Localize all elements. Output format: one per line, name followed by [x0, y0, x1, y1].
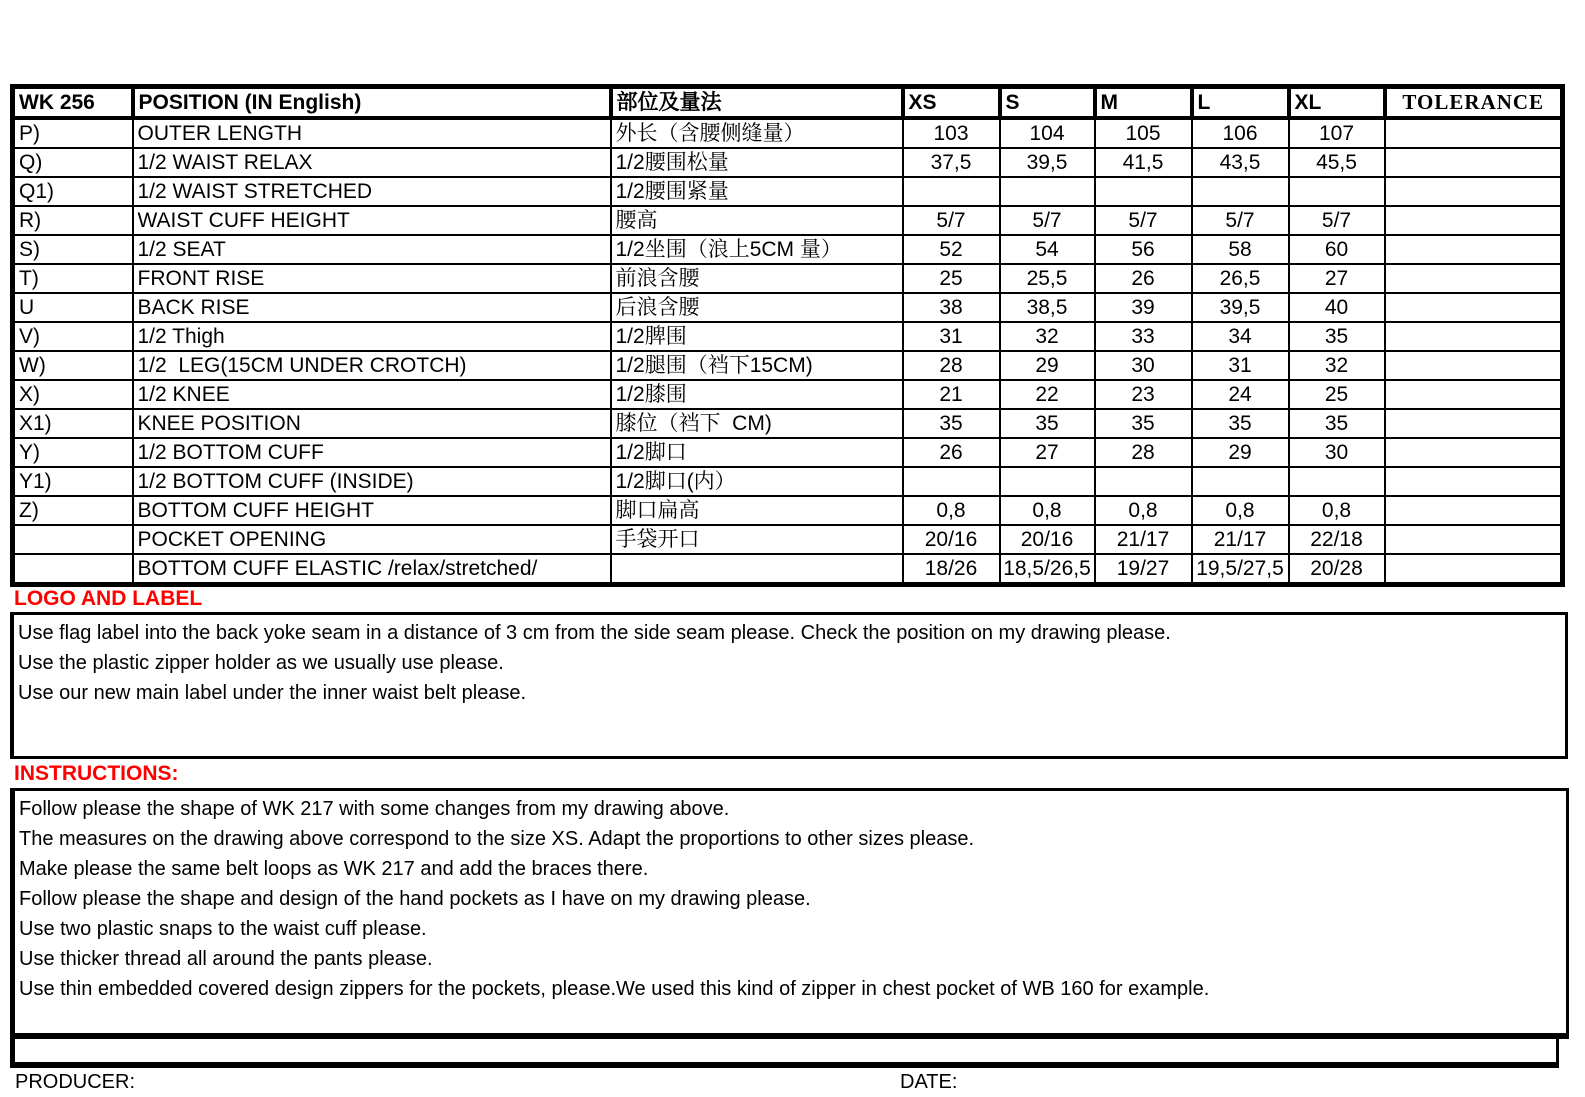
position-cn-cell: 1/2脾围	[611, 322, 903, 351]
note-line: Use flag label into the back yoke seam in a distance of 3 cm from the side seam please. Check the position on my drawing please.	[18, 622, 1171, 644]
size-value-cell: 38	[903, 293, 1000, 322]
header-style-code: WK 256	[13, 87, 133, 119]
size-value-cell: 0,8	[1095, 496, 1192, 525]
row-code-cell: X)	[13, 380, 133, 409]
tolerance-cell	[1385, 177, 1563, 206]
size-value-cell: 30	[1289, 438, 1385, 467]
size-value-cell: 31	[1192, 351, 1289, 380]
size-value-cell	[1000, 177, 1095, 206]
tolerance-cell	[1385, 148, 1563, 177]
size-value-cell: 29	[1000, 351, 1095, 380]
date-label: DATE:	[900, 1071, 958, 1093]
position-en-cell: 1/2 WAIST RELAX	[133, 148, 611, 177]
position-cn-cell: 膝位（裆下 CM)	[611, 409, 903, 438]
size-value-cell: 37,5	[903, 148, 1000, 177]
size-value-cell	[1000, 467, 1095, 496]
size-value-cell: 30	[1095, 351, 1192, 380]
note-line: Use thicker thread all around the pants please.	[19, 948, 433, 970]
row-code-cell	[13, 525, 133, 554]
size-value-cell: 20/16	[903, 525, 1000, 554]
size-value-cell: 54	[1000, 235, 1095, 264]
size-value-cell	[1289, 467, 1385, 496]
size-value-cell	[1095, 467, 1192, 496]
row-code-cell: Y)	[13, 438, 133, 467]
position-cn-cell: 1/2坐围（浪上5CM 量）	[611, 235, 903, 264]
position-en-cell: 1/2 KNEE	[133, 380, 611, 409]
size-value-cell: 0,8	[903, 496, 1000, 525]
position-en-cell: 1/2 BOTTOM CUFF (INSIDE)	[133, 467, 611, 496]
note-line: Use two plastic snaps to the waist cuff please.	[19, 918, 427, 940]
size-value-cell: 26	[903, 438, 1000, 467]
position-en-cell: KNEE POSITION	[133, 409, 611, 438]
position-cn-cell: 1/2腰围紧量	[611, 177, 903, 206]
size-value-cell: 41,5	[1095, 148, 1192, 177]
row-code-cell	[13, 554, 133, 585]
position-en-cell: WAIST CUFF HEIGHT	[133, 206, 611, 235]
size-value-cell: 43,5	[1192, 148, 1289, 177]
size-value-cell	[1192, 177, 1289, 206]
logo-label-box	[10, 612, 1568, 759]
note-line: Follow please the shape and design of the hand pockets as I have on my drawing please.	[19, 888, 811, 910]
position-en-cell: 1/2 SEAT	[133, 235, 611, 264]
size-value-cell: 18,5/26,5	[1000, 554, 1095, 585]
row-code-cell: T)	[13, 264, 133, 293]
row-code-cell: Y1)	[13, 467, 133, 496]
size-value-cell: 19,5/27,5	[1192, 554, 1289, 585]
size-value-cell: 58	[1192, 235, 1289, 264]
header-size-l: L	[1192, 87, 1289, 119]
table-row	[13, 554, 1563, 585]
note-line: Make please the same belt loops as WK 217 and add the braces there.	[19, 858, 649, 880]
table-row	[13, 438, 1563, 467]
row-code-cell: R)	[13, 206, 133, 235]
size-value-cell: 39,5	[1000, 148, 1095, 177]
table-header-row	[13, 87, 1563, 119]
size-value-cell: 35	[903, 409, 1000, 438]
size-value-cell: 5/7	[903, 206, 1000, 235]
size-value-cell: 45,5	[1289, 148, 1385, 177]
size-value-cell: 5/7	[1000, 206, 1095, 235]
header-size-m: M	[1095, 87, 1192, 119]
size-value-cell: 107	[1289, 118, 1385, 148]
table-row	[13, 351, 1563, 380]
position-en-cell: 1/2 LEG(15CM UNDER CROTCH)	[133, 351, 611, 380]
row-code-cell: V)	[13, 322, 133, 351]
note-line: Use thin embedded covered design zippers for the pockets, please.We used this kind of zipper in chest pocket of WB 160 for example.	[19, 978, 1210, 1000]
position-cn-cell: 1/2腰围松量	[611, 148, 903, 177]
size-value-cell: 26,5	[1192, 264, 1289, 293]
size-value-cell: 0,8	[1289, 496, 1385, 525]
size-value-cell: 39	[1095, 293, 1192, 322]
position-cn-cell: 1/2脚口	[611, 438, 903, 467]
size-value-cell: 35	[1289, 322, 1385, 351]
note-line: Use the plastic zipper holder as we usually use please.	[18, 652, 504, 674]
size-value-cell	[1192, 467, 1289, 496]
tolerance-cell	[1385, 525, 1563, 554]
position-cn-cell: 1/2脚口(内）	[611, 467, 903, 496]
position-cn-cell: 腰高	[611, 206, 903, 235]
size-value-cell: 21/17	[1095, 525, 1192, 554]
table-row	[13, 322, 1563, 351]
size-value-cell	[1289, 177, 1385, 206]
position-cn-cell: 前浪含腰	[611, 264, 903, 293]
size-value-cell	[903, 177, 1000, 206]
tolerance-cell	[1385, 322, 1563, 351]
size-value-cell: 39,5	[1192, 293, 1289, 322]
row-code-cell: S)	[13, 235, 133, 264]
size-value-cell: 60	[1289, 235, 1385, 264]
header-size-xl: XL	[1289, 87, 1385, 119]
size-value-cell: 19/27	[1095, 554, 1192, 585]
size-value-cell: 23	[1095, 380, 1192, 409]
tolerance-cell	[1385, 438, 1563, 467]
instructions-box	[10, 788, 1569, 1039]
size-value-cell: 35	[1289, 409, 1385, 438]
size-value-cell: 25,5	[1000, 264, 1095, 293]
table-row	[13, 409, 1563, 438]
size-value-cell: 27	[1000, 438, 1095, 467]
size-value-cell: 25	[903, 264, 1000, 293]
size-value-cell: 105	[1095, 118, 1192, 148]
size-value-cell: 18/26	[903, 554, 1000, 585]
tolerance-cell	[1385, 351, 1563, 380]
row-code-cell: X1)	[13, 409, 133, 438]
note-line: The measures on the drawing above correspond to the size XS. Adapt the proportions to other sizes please.	[19, 828, 975, 850]
position-cn-cell: 1/2膝围	[611, 380, 903, 409]
size-value-cell: 0,8	[1192, 496, 1289, 525]
tolerance-cell	[1385, 467, 1563, 496]
size-value-cell: 52	[903, 235, 1000, 264]
header-position-cn: 部位及量法	[611, 87, 903, 119]
table-row	[13, 177, 1563, 206]
table-row	[13, 293, 1563, 322]
header-size-xs: XS	[903, 87, 1000, 119]
size-value-cell: 28	[1095, 438, 1192, 467]
table-row	[13, 496, 1563, 525]
table-row	[13, 235, 1563, 264]
row-code-cell: Z)	[13, 496, 133, 525]
table-row	[13, 148, 1563, 177]
position-en-cell: BOTTOM CUFF ELASTIC /relax/stretched/	[133, 554, 611, 585]
position-en-cell: FRONT RISE	[133, 264, 611, 293]
size-value-cell: 32	[1000, 322, 1095, 351]
size-value-cell: 103	[903, 118, 1000, 148]
position-cn-cell	[611, 554, 903, 585]
empty-strip	[10, 1036, 1559, 1068]
position-cn-cell: 1/2腿围（裆下15CM)	[611, 351, 903, 380]
position-en-cell: 1/2 Thigh	[133, 322, 611, 351]
spec-table	[10, 84, 1565, 587]
position-en-cell: BOTTOM CUFF HEIGHT	[133, 496, 611, 525]
tolerance-cell	[1385, 496, 1563, 525]
row-code-cell: W)	[13, 351, 133, 380]
position-en-cell: OUTER LENGTH	[133, 118, 611, 148]
row-code-cell: Q)	[13, 148, 133, 177]
position-cn-cell: 脚口扁高	[611, 496, 903, 525]
note-line: Use our new main label under the inner waist belt please.	[18, 682, 527, 704]
table-row	[13, 380, 1563, 409]
table-row	[13, 264, 1563, 293]
size-value-cell: 29	[1192, 438, 1289, 467]
size-value-cell: 106	[1192, 118, 1289, 148]
size-value-cell: 35	[1192, 409, 1289, 438]
table-row	[13, 467, 1563, 496]
size-value-cell: 32	[1289, 351, 1385, 380]
size-value-cell: 31	[903, 322, 1000, 351]
size-value-cell: 22/18	[1289, 525, 1385, 554]
table-row	[13, 118, 1563, 148]
position-cn-cell: 手袋开口	[611, 525, 903, 554]
size-value-cell: 0,8	[1000, 496, 1095, 525]
size-value-cell: 25	[1289, 380, 1385, 409]
tolerance-cell	[1385, 380, 1563, 409]
position-en-cell: BACK RISE	[133, 293, 611, 322]
row-code-cell: Q1)	[13, 177, 133, 206]
position-cn-cell: 后浪含腰	[611, 293, 903, 322]
table-row	[13, 206, 1563, 235]
size-value-cell	[903, 467, 1000, 496]
position-en-cell: 1/2 BOTTOM CUFF	[133, 438, 611, 467]
size-value-cell: 5/7	[1192, 206, 1289, 235]
size-value-cell: 104	[1000, 118, 1095, 148]
size-value-cell: 20/16	[1000, 525, 1095, 554]
logo-label-heading: LOGO AND LABEL	[14, 587, 203, 610]
producer-label: PRODUCER:	[15, 1071, 136, 1093]
header-position-en: POSITION (IN English)	[133, 87, 611, 119]
table-row	[13, 525, 1563, 554]
size-value-cell	[1095, 177, 1192, 206]
size-value-cell: 34	[1192, 322, 1289, 351]
tolerance-cell	[1385, 206, 1563, 235]
size-value-cell: 5/7	[1289, 206, 1385, 235]
tolerance-cell	[1385, 409, 1563, 438]
size-value-cell: 26	[1095, 264, 1192, 293]
note-line: Follow please the shape of WK 217 with some changes from my drawing above.	[19, 798, 730, 820]
position-en-cell: POCKET OPENING	[133, 525, 611, 554]
size-value-cell: 28	[903, 351, 1000, 380]
header-size-s: S	[1000, 87, 1095, 119]
tolerance-cell	[1385, 554, 1563, 585]
size-value-cell: 24	[1192, 380, 1289, 409]
tolerance-cell	[1385, 118, 1563, 148]
size-value-cell: 38,5	[1000, 293, 1095, 322]
size-value-cell: 22	[1000, 380, 1095, 409]
size-value-cell: 21	[903, 380, 1000, 409]
size-value-cell: 20/28	[1289, 554, 1385, 585]
size-value-cell: 40	[1289, 293, 1385, 322]
size-value-cell: 35	[1000, 409, 1095, 438]
size-value-cell: 27	[1289, 264, 1385, 293]
tolerance-cell	[1385, 264, 1563, 293]
header-tolerance: TOLERANCE	[1385, 87, 1563, 119]
size-value-cell: 33	[1095, 322, 1192, 351]
row-code-cell: P)	[13, 118, 133, 148]
size-value-cell: 21/17	[1192, 525, 1289, 554]
tolerance-cell	[1385, 293, 1563, 322]
size-value-cell: 56	[1095, 235, 1192, 264]
tolerance-cell	[1385, 235, 1563, 264]
size-value-cell: 5/7	[1095, 206, 1192, 235]
position-en-cell: 1/2 WAIST STRETCHED	[133, 177, 611, 206]
instructions-heading: INSTRUCTIONS:	[14, 762, 179, 785]
size-value-cell: 35	[1095, 409, 1192, 438]
row-code-cell: U	[13, 293, 133, 322]
position-cn-cell: 外长（含腰侧缝量）	[611, 118, 903, 148]
